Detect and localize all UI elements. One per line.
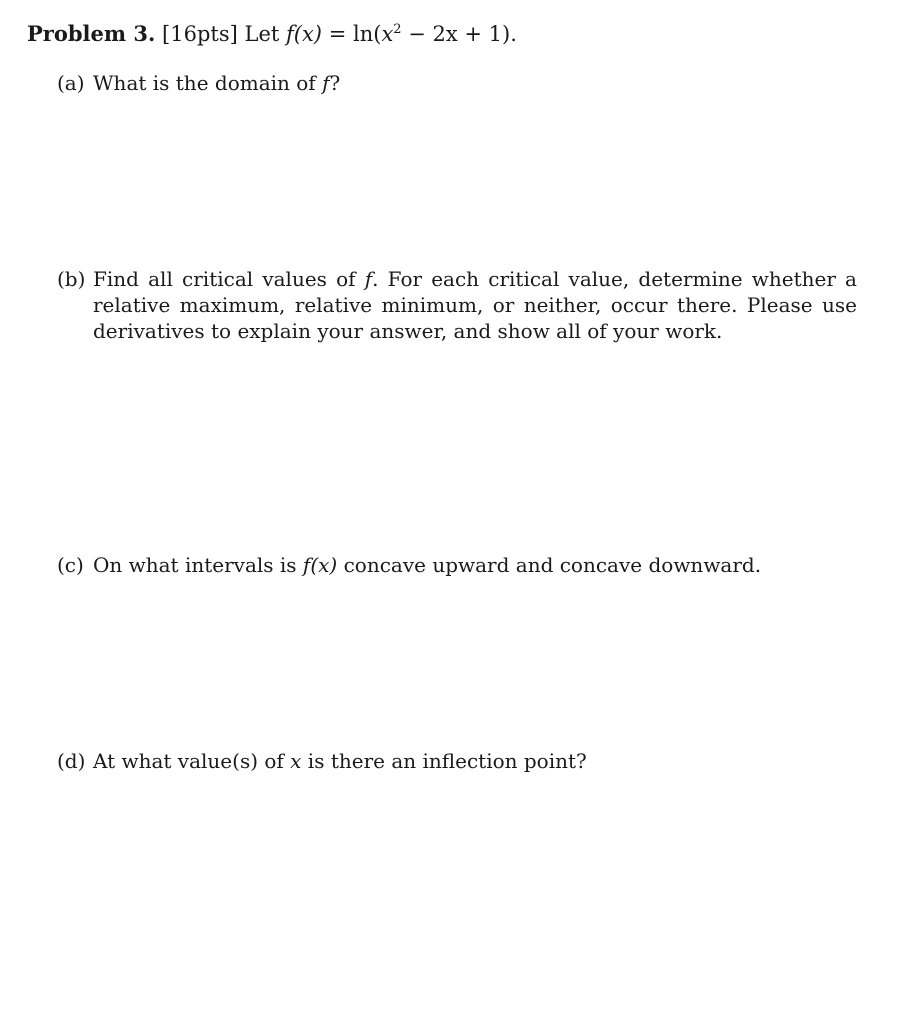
part-a-label: (a) (57, 71, 85, 95)
part-a-text: What is the domain of (93, 71, 323, 95)
part-c-question (93, 552, 857, 578)
part-b-question (93, 266, 857, 344)
part-d-question (93, 748, 857, 774)
part-b-var: f (364, 267, 373, 291)
problem-points: [16pts] (162, 22, 238, 46)
problem-lead: Let (244, 22, 280, 46)
part-c-var: f(x) (302, 553, 338, 577)
definition-rest: − 2x + 1). (401, 22, 517, 46)
part-c-end: concave upward and concave downward. (337, 553, 762, 577)
part-b-text: Find all critical values of (93, 267, 365, 291)
part-a-end: ? (329, 71, 341, 95)
part-b-label: (b) (57, 267, 86, 291)
part-b-end: . For each critical value, determine whether a relative maximum, relative minimum, or neither, occur there. Please use derivatives to explain your answer, and show all of your work. (93, 267, 857, 343)
function-name: f(x) (286, 22, 323, 46)
part-c (57, 552, 857, 578)
exponent: 2 (393, 22, 402, 37)
part-d-var: x (290, 749, 302, 773)
part-d-text: At what value(s) of (93, 749, 291, 773)
part-b (57, 266, 857, 344)
problem-title: Problem 3. (27, 21, 156, 46)
x-variable: x (381, 22, 394, 46)
part-a-question (93, 70, 857, 96)
ln-text: ln( (353, 22, 382, 46)
part-c-label: (c) (57, 553, 84, 577)
part-d-end: is there an inflection point? (301, 749, 587, 773)
part-a-var: f (322, 71, 330, 95)
part-a (57, 70, 857, 96)
part-c-text: On what intervals is (93, 553, 303, 577)
function-definition (353, 22, 517, 46)
part-d (57, 748, 857, 774)
problem-heading (27, 20, 517, 48)
part-d-label: (d) (57, 749, 86, 773)
equals-sign: = (328, 22, 347, 46)
